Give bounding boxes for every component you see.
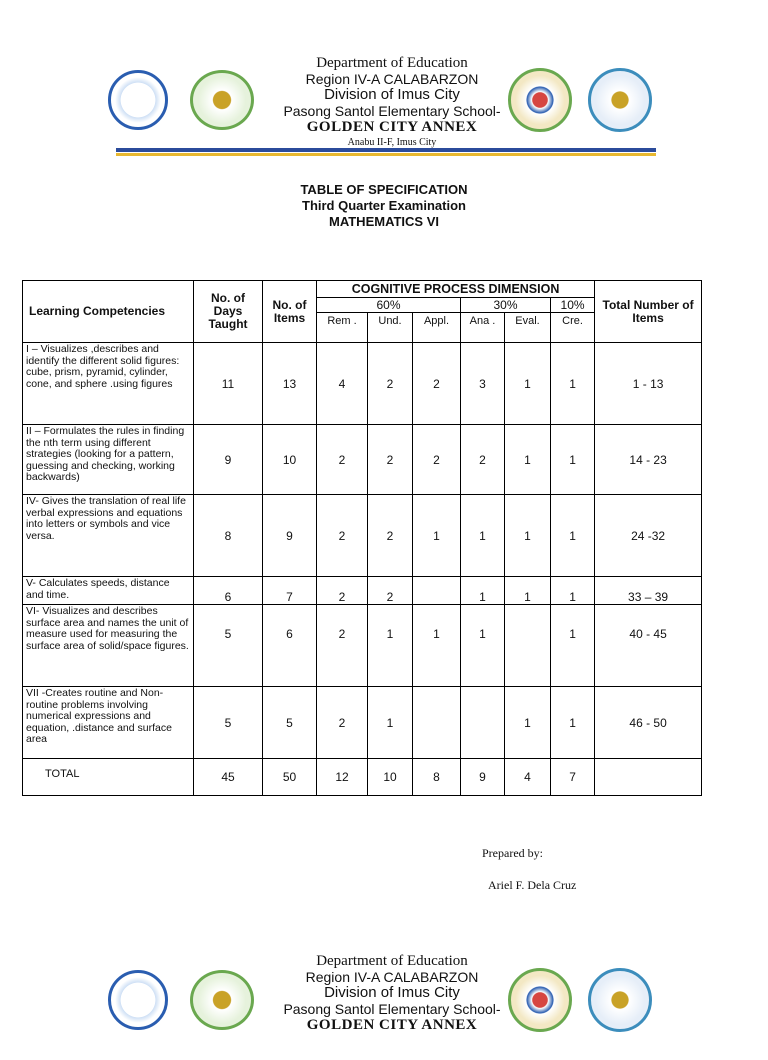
row-ana: 1 [461, 605, 505, 687]
row-cre: 1 [551, 495, 595, 577]
row-cre: 1 [551, 577, 595, 605]
header-items: No. of Items [263, 281, 317, 343]
header-cognitive-dimension: COGNITIVE PROCESS DIMENSION [317, 281, 595, 298]
letterhead-text [262, 953, 522, 1033]
row-eval: 1 [505, 495, 551, 577]
row-ana: 1 [461, 495, 505, 577]
letterhead-text [262, 55, 522, 151]
header-appl: Appl. [413, 313, 461, 343]
row-range: 40 - 45 [595, 605, 702, 687]
total-und: 10 [368, 759, 413, 796]
annex-name: GOLDEN CITY ANNEX [306, 119, 478, 135]
row-competency: VI- Visualizes and describes surface area and names the unit of measure used for measuring the surface area of solid/space figures. [23, 605, 194, 687]
table-row [23, 605, 702, 687]
row-eval: 1 [505, 343, 551, 425]
region-name: Region IV-A CALABARZON [305, 71, 479, 87]
preparer-name: Ariel F. Dela Cruz [488, 878, 577, 892]
school-seal-logo [190, 70, 254, 130]
row-und: 1 [368, 605, 413, 687]
header-pct-30: 30% [461, 298, 551, 313]
table-row [23, 425, 702, 495]
row-range: 1 - 13 [595, 343, 702, 425]
row-ana [461, 687, 505, 759]
header-cre: Cre. [551, 313, 595, 343]
imus-seal-logo [588, 68, 652, 132]
total-ana: 9 [461, 759, 505, 796]
school-name: Pasong Santol Elementary School- [283, 103, 501, 119]
title-line-2: Third Quarter Examination [302, 198, 466, 213]
total-items: 50 [263, 759, 317, 796]
row-competency: V- Calculates speeds, distance and time. [23, 577, 194, 605]
row-rem: 2 [317, 577, 368, 605]
row-appl: 2 [413, 425, 461, 495]
total-label: TOTAL [23, 759, 194, 796]
department-name: Department of Education [316, 55, 468, 71]
row-eval: 1 [505, 687, 551, 759]
row-days: 11 [194, 343, 263, 425]
row-ana: 2 [461, 425, 505, 495]
row-days: 9 [194, 425, 263, 495]
row-items: 5 [263, 687, 317, 759]
row-days: 5 [194, 605, 263, 687]
school-seal-logo [190, 970, 254, 1030]
row-days: 5 [194, 687, 263, 759]
row-ana: 3 [461, 343, 505, 425]
table-row [23, 343, 702, 425]
department-name: Department of Education [316, 953, 468, 969]
header-eval: Eval. [505, 313, 551, 343]
header-pct-10: 10% [551, 298, 595, 313]
row-appl: 1 [413, 495, 461, 577]
row-days: 8 [194, 495, 263, 577]
table-row [23, 495, 702, 577]
row-und: 1 [368, 687, 413, 759]
row-rem: 2 [317, 495, 368, 577]
row-items: 10 [263, 425, 317, 495]
letterhead-bottom [0, 950, 768, 1060]
row-rem: 2 [317, 425, 368, 495]
division-name: Division of Imus City [324, 984, 460, 1001]
row-appl [413, 687, 461, 759]
total-appl: 8 [413, 759, 461, 796]
region-name: Region IV-A CALABARZON [305, 969, 479, 985]
document-title [0, 182, 768, 230]
prepared-by-label: Prepared by: [482, 846, 543, 860]
total-cre: 7 [551, 759, 595, 796]
row-cre: 1 [551, 343, 595, 425]
imus-seal-logo [588, 968, 652, 1032]
total-eval: 4 [505, 759, 551, 796]
annex-name: GOLDEN CITY ANNEX [306, 1017, 478, 1033]
row-competency: IV- Gives the translation of real life verbal expressions and equations into letters or symbols and vice versa. [23, 495, 194, 577]
title-line-3: MATHEMATICS VI [328, 214, 439, 229]
total-range [595, 759, 702, 796]
row-und: 2 [368, 577, 413, 605]
row-ana: 1 [461, 577, 505, 605]
row-rem: 4 [317, 343, 368, 425]
header-pct-60: 60% [317, 298, 461, 313]
total-rem: 12 [317, 759, 368, 796]
row-items: 9 [263, 495, 317, 577]
header-divider-blue [116, 148, 656, 152]
row-items: 7 [263, 577, 317, 605]
school-name: Pasong Santol Elementary School- [283, 1001, 501, 1017]
row-eval: 1 [505, 577, 551, 605]
table-row [23, 577, 702, 605]
row-range: 46 - 50 [595, 687, 702, 759]
row-appl [413, 577, 461, 605]
row-cre: 1 [551, 605, 595, 687]
row-eval [505, 605, 551, 687]
school-address: Anabu II-F, Imus City [347, 137, 437, 148]
header-divider-gold [116, 153, 656, 156]
header-rem: Rem . [317, 313, 368, 343]
letterhead-top [0, 52, 768, 162]
row-competency: II – Formulates the rules in finding the nth term using different strategies (looking for a pattern, guessing and checking, working backwards) [23, 425, 194, 495]
row-rem: 2 [317, 687, 368, 759]
header-days: No. of Days Taught [194, 281, 263, 343]
row-competency: I – Visualizes ,describes and identify the different solid figures: cube, prism, pyramid, cylinder, cone, and sphere .using figures [23, 343, 194, 425]
header-ana: Ana . [461, 313, 505, 343]
city-seal-logo [508, 68, 572, 132]
total-days: 45 [194, 759, 263, 796]
city-seal-logo [508, 968, 572, 1032]
row-items: 6 [263, 605, 317, 687]
row-und: 2 [368, 343, 413, 425]
header-competencies: Learning Competencies [23, 281, 194, 343]
row-und: 2 [368, 495, 413, 577]
header-total: Total Number of Items [595, 281, 702, 343]
row-rem: 2 [317, 605, 368, 687]
row-range: 24 -32 [595, 495, 702, 577]
table-row [23, 687, 702, 759]
row-items: 13 [263, 343, 317, 425]
specification-table [22, 280, 702, 796]
division-name: Division of Imus City [324, 86, 460, 103]
row-und: 2 [368, 425, 413, 495]
total-row [23, 759, 702, 796]
row-appl: 1 [413, 605, 461, 687]
row-range: 14 - 23 [595, 425, 702, 495]
row-cre: 1 [551, 425, 595, 495]
header-und: Und. [368, 313, 413, 343]
row-appl: 2 [413, 343, 461, 425]
row-competency: VII -Creates routine and Non-routine problems involving numerical expressions and equation, .distance and surface area [23, 687, 194, 759]
row-days: 6 [194, 577, 263, 605]
row-range: 33 – 39 [595, 577, 702, 605]
row-cre: 1 [551, 687, 595, 759]
deped-seal-logo [108, 70, 168, 130]
title-line-1: TABLE OF SPECIFICATION [300, 182, 468, 197]
deped-seal-logo [108, 970, 168, 1030]
row-eval: 1 [505, 425, 551, 495]
